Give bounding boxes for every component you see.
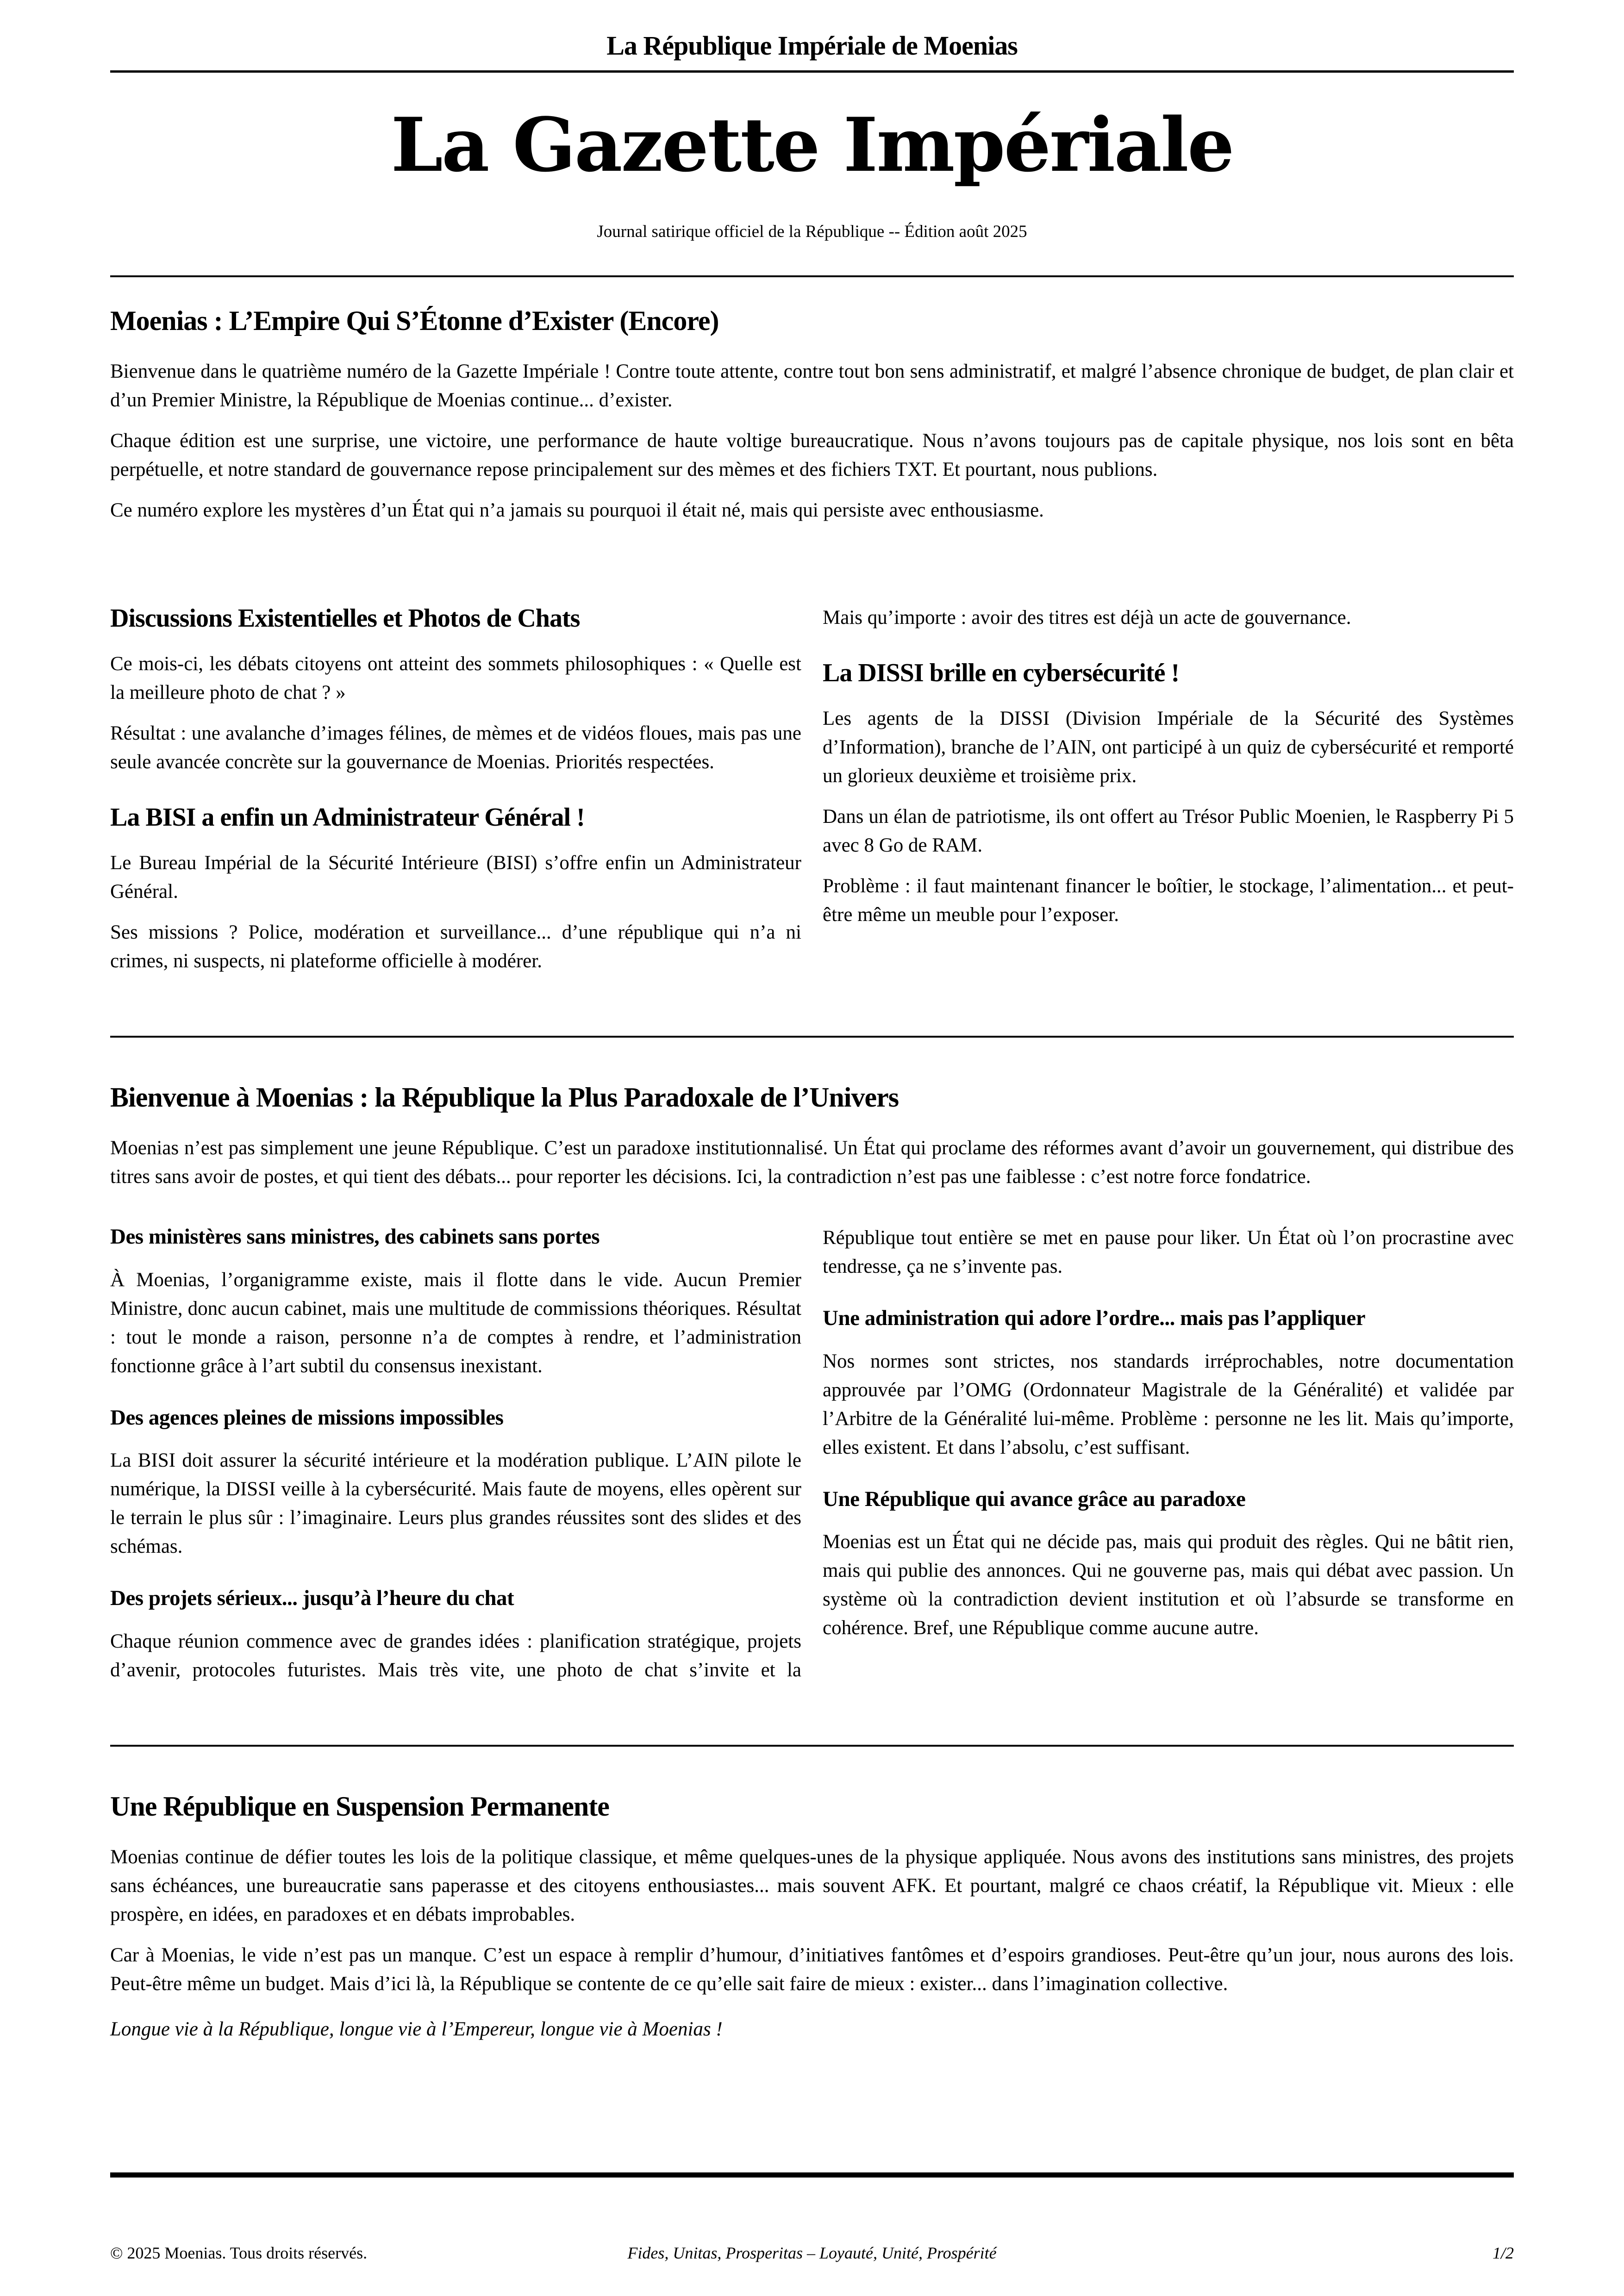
section-divider — [110, 1745, 1514, 1747]
article-paragraph: À Moenias, l’organigramme existe, mais il flotte dans le vide. Aucun Premier Ministre, donc aucun cabinet, mais une multitude de commissions théoriques. Résultat : tout le monde a raison, personne n’a de comptes à rendre, et l’administration fonctionne grâce à l’art subtil du consensus inexistant. — [110, 1269, 801, 1377]
section-paradox — [110, 1082, 1514, 1684]
section-divider — [110, 1036, 1514, 1038]
masthead-header — [110, 30, 1514, 277]
kicker: La République Impériale de Moenias — [606, 31, 1018, 61]
column-heading: Discussions Existentielles et Photos de Chats — [110, 604, 580, 633]
article-paragraph: Bienvenue dans le quatrième numéro de la Gazette Impériale ! Contre toute attente, contre tout bon sens administratif, et malgré l’absence chronique de budget, de plan clair et d’un Premier Ministre, la République de Moenias continue... d’exister. — [110, 360, 1514, 411]
article-paragraph: Chaque édition est une surprise, une victoire, une performance de haute voltige bureaucratique. Nous n’avons toujours pas de capitale physique, nos lois sont en bêta perpétuelle, et notre standard de gouvernance repose principalement sur des mèmes et des fichiers TXT. Et pourtant, nous publions. — [110, 429, 1514, 480]
article-paragraph: Mais qu’importe : avoir des titres est déjà un acte de gouvernance. — [823, 606, 1351, 628]
page-footer — [110, 2172, 1514, 2264]
column-heading: La DISSI brille en cybersécurité ! — [823, 658, 1180, 687]
header-rule — [110, 70, 1514, 73]
suspension-paragraphs — [110, 1843, 1514, 1998]
article-paragraph: Résultat : une avalanche d’images félines, de mèmes et de vidéos floues, mais pas une seule avancée concrète sur la gouvernance de Moenias. Priorités respectées. — [110, 722, 801, 773]
section-suspension — [110, 1791, 1514, 2044]
article-paragraph: Les agents de la DISSI (Division Impériale de la Sécurité des Systèmes d’Information), branche de l’AIN, ont participé à un quiz de cybersécurité et remporté un glorieux deuxième et troisième prix. — [823, 708, 1514, 787]
article-paragraph: Nos normes sont strictes, nos standards irréprochables, notre documentation approuvée par l’OMG (Ordonnateur Magistrale de la Généralité) et validée par l’Arbitre de la Généralité lui-même. Problème : personne ne les lit. Mais qu’importe, elles existent. Et dans l’absolu, c’est suffisant. — [823, 1350, 1514, 1458]
section-intro — [110, 305, 1514, 525]
article-paragraph: Le Bureau Impérial de la Sécurité Intérieure (BISI) s’offre enfin un Administrateur Général. — [110, 852, 801, 903]
footer-row — [110, 2242, 1514, 2264]
article-paragraph: Moenias continue de défier toutes les lois de la politique classique, et même quelques-unes de la physique appliquée. Nous avons des institutions sans ministres, des projets sans échéances, une bureaucratie sans paperasse et des citoyens enthousiastes... mais souvent AFK. Et pourtant, malgré ce chaos créatif, la République vit. Mieux : elle prospère, en idées, en paradoxes et en débats improbables. — [110, 1846, 1514, 1925]
masthead-subtitle: Journal satirique officiel de la République -- Édition août 2025 — [597, 222, 1027, 241]
article-paragraph: Chaque réunion commence avec de grandes idées : planification stratégique, projets d’avenir, protocoles futuristes. Mais très vite, une photo de chat s’invite et la République tout entière se met en pause pour liker. Un État où l’on procrastine avec tendresse, ça ne s’invente pas. — [110, 1227, 1514, 1681]
intro-paragraphs — [110, 357, 1514, 525]
article-paragraph: La BISI doit assurer la sécurité intérieure et la modération publique. L’AIN pilote le numérique, la DISSI veille à la cybersécurité. Mais faute de moyens, elles opèrent sur le terrain le plus sûr : l’imaginaire. Leurs plus grandes réussites sont des slides et des schémas. — [110, 1450, 801, 1558]
footer-copyright: © 2025 Moenias. Tous droits réservés. — [110, 2244, 368, 2262]
article-paragraph: Moenias est un État qui ne décide pas, mais qui produit des règles. Qui ne bâtit rien, mais qui publie des annonces. Qui ne gouverne pas, mais qui débat avec passion. Un système où la contradiction devient institution et où l’absurde se transforme en cohérence. Bref, une République comme aucune autre. — [823, 1531, 1514, 1639]
closing-motto: Longue vie à la République, longue vie à l’Empereur, longue vie à Moenias ! — [110, 2018, 723, 2040]
footer-rule — [110, 2172, 1514, 2178]
article-title: Bienvenue à Moenias : la République la Plus Paradoxale de l’Univers — [110, 1082, 899, 1113]
subtitle-rule — [110, 275, 1514, 277]
column-subheading: Des ministères sans ministres, des cabinets sans portes — [110, 1225, 600, 1249]
footer-motto: Fides, Unitas, Prosperitas – Loyauté, Unité, Prospérité — [627, 2244, 997, 2262]
article-paragraph: Ce numéro explore les mystères d’un État qui n’a jamais su pourquoi il était né, mais qui persiste avec enthousiasme. — [110, 499, 1044, 521]
article-title: Moenias : L’Empire Qui S’Étonne d’Exister (Encore) — [110, 305, 719, 336]
article-paragraph: Ce mois-ci, les débats citoyens ont atteint des sommets philosophiques : « Quelle est la meilleure photo de chat ? » — [110, 653, 801, 704]
masthead-title: La Gazette Impériale — [391, 101, 1233, 188]
column-subheading: Une administration qui adore l’ordre... mais pas l’appliquer — [823, 1306, 1366, 1331]
footer-page-number: 1/2 — [1492, 2244, 1514, 2262]
article-paragraph: Problème : il faut maintenant financer le boîtier, le stockage, l’alimentation... et peut-être même un meuble pour l’exposer. — [823, 875, 1514, 926]
article-paragraph: Car à Moenias, le vide n’est pas un manque. C’est un espace à remplir d’humour, d’initiatives fantômes et d’espoirs grandioses. Peut-être qu’un jour, nous aurons des lois. Peut-être même un budget. Mais d’ici là, la République se contente de ce qu’elle sait faire de mieux : exister... dans l’imagination collective. — [110, 1944, 1514, 1995]
column-subheading: Une République qui avance grâce au paradoxe — [823, 1487, 1246, 1511]
article-paragraph: Ses missions ? Police, modération et surveillance... d’une république qui n’a ni crimes, ni suspects, ni plateforme officielle à modérer. — [110, 921, 801, 972]
two-column-news — [110, 604, 1514, 976]
column-subheading: Des agences pleines de missions impossibles — [110, 1405, 504, 1430]
column-heading: La BISI a enfin un Administrateur Général ! — [110, 803, 585, 832]
article-paragraph: Dans un élan de patriotisme, ils ont offert au Trésor Public Moenien, le Raspberry Pi 5 avec 8 Go de RAM. — [823, 806, 1514, 857]
article-title: Une République en Suspension Permanente — [110, 1791, 609, 1822]
column-subheading: Des projets sérieux... jusqu’à l’heure du chat — [110, 1586, 514, 1611]
two-column-paradox — [110, 1224, 1514, 1684]
lead-paragraph: Moenias n’est pas simplement une jeune République. C’est un paradoxe institutionnalisé. Un État qui proclame des réformes avant d’avoir un gouvernement, qui distribue des titres sans avoir de postes, et qui tient des débats... pour reporter les décisions. Ici, la contradiction n’est pas une faiblesse : c’est notre force fondatrice. — [110, 1137, 1514, 1188]
